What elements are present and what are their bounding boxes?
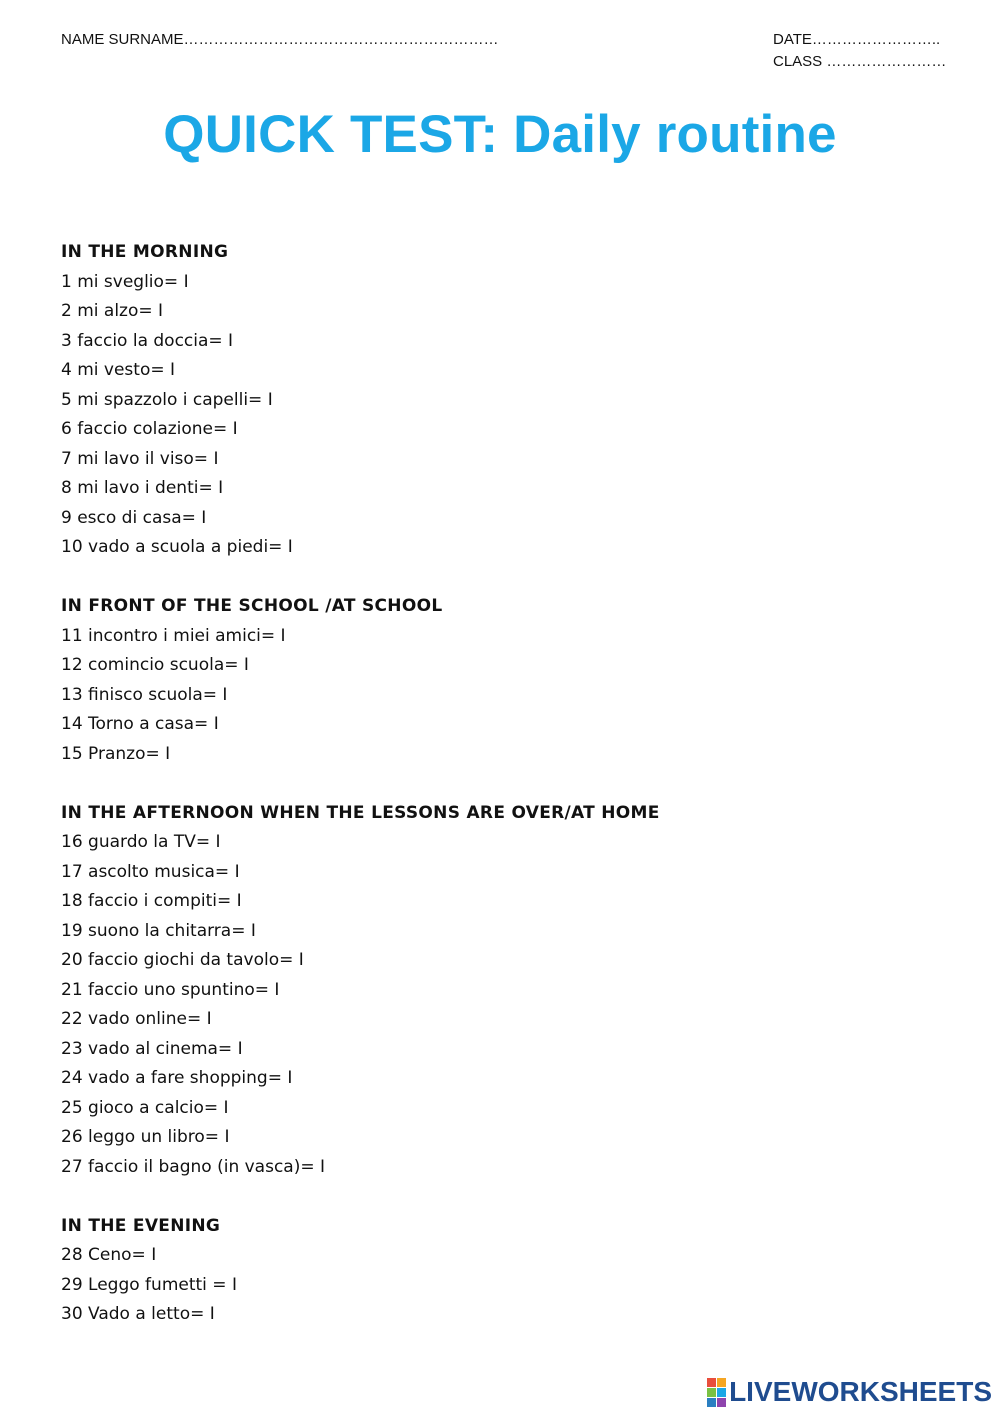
- logo-square: [717, 1388, 726, 1397]
- section: [61, 238, 961, 563]
- worksheet-content: [61, 238, 961, 1330]
- section: [61, 1212, 961, 1330]
- exercise-item: 3 faccio la doccia= I: [61, 330, 234, 351]
- section-title: IN THE EVENING: [61, 1215, 221, 1236]
- exercise-item: 20 faccio giochi da tavolo= I: [61, 950, 304, 970]
- exercise-item: 5 mi spazzolo i capelli= I: [61, 389, 273, 410]
- liveworksheets-footer: [707, 1377, 992, 1407]
- name-surname-line: NAME SURNAME………………………………………………………: [61, 31, 499, 48]
- section: [61, 592, 961, 769]
- exercise-item: 9 esco di casa= I: [61, 507, 207, 528]
- section-title: IN THE MORNING: [61, 242, 229, 262]
- exercise-item: 30 Vado a letto= I: [61, 1304, 215, 1324]
- exercise-item: 7 mi lavo il viso= I: [61, 448, 219, 469]
- class-line: CLASS ……………………: [773, 53, 947, 70]
- exercise-item: 11 incontro i miei amici= I: [61, 625, 286, 646]
- exercise-item: 10 vado a scuola a piedi= I: [61, 537, 293, 557]
- section-title: IN FRONT OF THE SCHOOL /AT SCHOOL: [61, 596, 443, 616]
- exercise-item: 22 vado online= I: [61, 1009, 212, 1029]
- exercise-item: 14 Torno a casa= I: [61, 714, 219, 734]
- exercise-item: 18 faccio i compiti= I: [61, 891, 242, 911]
- exercise-item: 21 faccio uno spuntino= I: [61, 979, 280, 1000]
- date-line: DATE……………………..: [773, 31, 941, 48]
- page-title: QUICK TEST: Daily routine: [163, 105, 837, 164]
- section-title: IN THE AFTERNOON WHEN THE LESSONS ARE OVER/AT HOME: [61, 802, 660, 823]
- exercise-item: 16 guardo la TV= I: [61, 832, 221, 852]
- section: [61, 799, 961, 1183]
- logo-square: [707, 1398, 716, 1407]
- exercise-item: 29 Leggo fumetti = I: [61, 1274, 237, 1295]
- logo-square: [717, 1378, 726, 1387]
- exercise-item: 26 leggo un libro= I: [61, 1127, 230, 1147]
- exercise-item: 2 mi alzo= I: [61, 301, 164, 321]
- exercise-item: 13 finisco scuola= I: [61, 684, 228, 705]
- exercise-item: 6 faccio colazione= I: [61, 419, 238, 439]
- logo-square: [707, 1388, 716, 1397]
- exercise-item: 12 comincio scuola= I: [61, 655, 249, 675]
- exercise-item: 28 Ceno= I: [61, 1245, 157, 1265]
- liveworksheets-logo-icon: [707, 1378, 726, 1407]
- exercise-item: 19 suono la chitarra= I: [61, 920, 256, 941]
- exercise-item: 24 vado a fare shopping= I: [61, 1068, 293, 1088]
- exercise-item: 17 ascolto musica= I: [61, 861, 240, 882]
- exercise-item: 25 gioco a calcio= I: [61, 1097, 229, 1118]
- exercise-item: 1 mi sveglio= I: [61, 271, 189, 292]
- exercise-item: 15 Pranzo= I: [61, 743, 171, 764]
- brand-name: LIVEWORKSHEETS: [729, 1376, 992, 1407]
- exercise-item: 8 mi lavo i denti= I: [61, 478, 224, 498]
- logo-square: [707, 1378, 716, 1387]
- exercise-item: 23 vado al cinema= I: [61, 1038, 243, 1059]
- exercise-item: 27 faccio il bagno (in vasca)= I: [61, 1156, 326, 1177]
- logo-square: [717, 1398, 726, 1407]
- exercise-item: 4 mi vesto= I: [61, 360, 176, 380]
